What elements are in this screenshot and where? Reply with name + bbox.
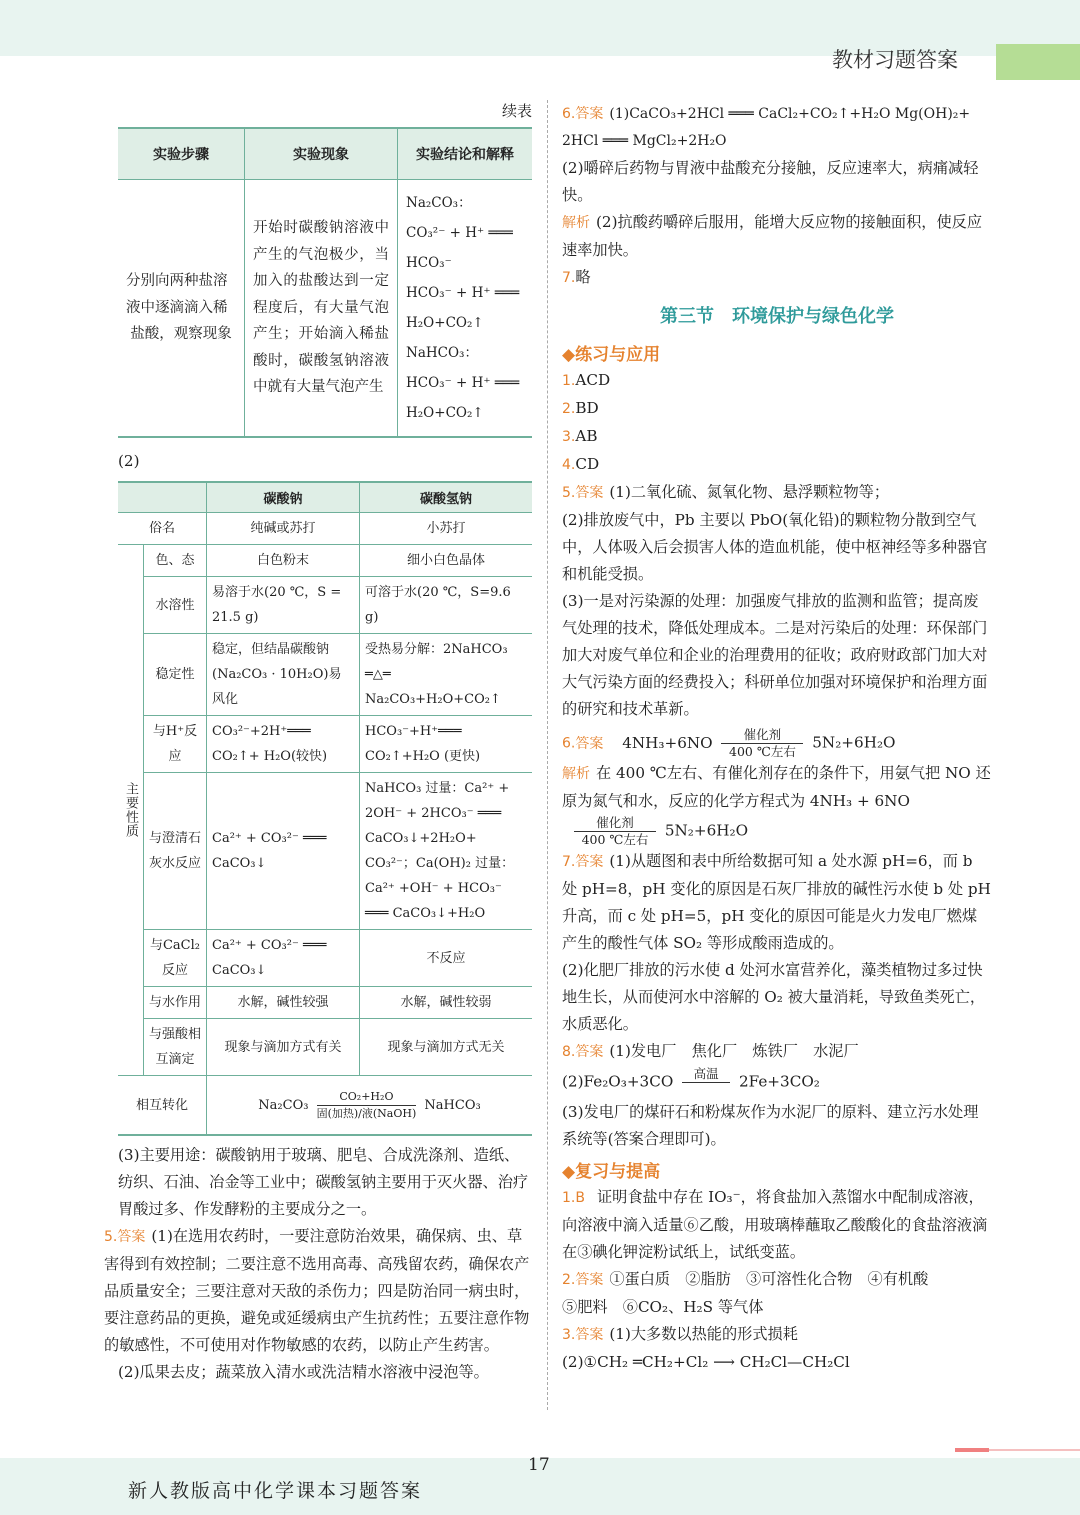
r3-number: 3. bbox=[562, 1327, 576, 1343]
header-title: 教材习题答案 bbox=[832, 48, 958, 72]
p8-text1: (1)发电厂 焦化厂 炼铁厂 水泥厂 bbox=[609, 1042, 859, 1060]
p8-line3: (3)发电厂的煤矸石和粉煤灰作为水泥厂的原料、建立污水处理系统等(答案合理即可)。 bbox=[562, 1103, 979, 1148]
cell-a: 易溶于水(20 ℃，S = 21.5 g) bbox=[207, 577, 360, 634]
r1-number: 1.B bbox=[562, 1190, 585, 1206]
r3-line2: (2)①CH₂ ═CH₂+Cl₂ ⟶ CH₂Cl—CH₂Cl bbox=[562, 1353, 850, 1371]
p8-left: (2)Fe₂O₃+3CO bbox=[562, 1072, 674, 1091]
conversion-left: Na₂CO₃ bbox=[258, 1097, 309, 1113]
q6-eq1: (1)CaCO₃+2HCl ═══ CaCl₂+CO₂↑+H₂O Mg(OH)₂+ bbox=[609, 106, 971, 122]
row-name: 俗名 bbox=[118, 513, 207, 545]
item-text: AB bbox=[575, 427, 598, 445]
page-number: 17 bbox=[528, 1455, 550, 1475]
q6-analysis bbox=[562, 209, 992, 264]
analysis-label: 解析 bbox=[562, 215, 590, 231]
p6-analysis-text: 在 400 ℃左右、有催化剂存在的条件下，用氨气把 NO 还原为氮气和水，反应的化学方程式为 4NH₃ + 6NO bbox=[562, 764, 991, 810]
section-title: 第三节 环境保护与绿色化学 bbox=[660, 306, 894, 327]
item-number: 1. bbox=[562, 373, 576, 389]
q6-line3: (2)嚼碎后药物与胃液中盐酸充分接触，反应速率大，病痛减轻快。 bbox=[562, 159, 979, 204]
r3-text1: (1)大多数以热能的形式损耗 bbox=[609, 1325, 798, 1343]
footer-accent-line bbox=[989, 1449, 1080, 1451]
comparison-table bbox=[118, 481, 532, 1136]
p6-catalyst: 催化剂 bbox=[721, 727, 803, 744]
answer-label: 答案 bbox=[575, 735, 604, 752]
item-text: BD bbox=[575, 399, 599, 417]
cell-b: 水解，碱性较弱 bbox=[360, 987, 533, 1019]
conversion-cell bbox=[207, 1076, 533, 1136]
conclusion-line: CO₃²⁻ + H⁺ ═══ HCO₃⁻ bbox=[406, 225, 513, 271]
row-name: 水溶性 bbox=[144, 577, 207, 634]
q6-line1 bbox=[562, 100, 992, 128]
cell-b: 现象与滴加方式无关 bbox=[360, 1019, 533, 1076]
part3-text: (3)主要用途：碳酸钠用于玻璃、肥皂、合成洗涤剂、造纸、纺织、石油、冶金等工业中；碳酸氢钠主要用于灭火器、治疗胃酸过多、作发酵粉的主要成分之一。 bbox=[118, 1146, 529, 1218]
answer-label: 答案 bbox=[575, 485, 604, 501]
cell-a: 水解，碱性较强 bbox=[207, 987, 360, 1019]
p6-line bbox=[562, 727, 992, 760]
item-number: 3. bbox=[562, 429, 576, 445]
q5-line bbox=[104, 1223, 532, 1359]
conversion-bottom: 固(加热)/液(NaOH) bbox=[316, 1106, 417, 1120]
answer-label: 答案 bbox=[575, 1044, 604, 1060]
r1-text: 证明食盐中存在 IO₃⁻，将食盐加入蒸馏水中配制成溶液，向溶液中滴入适量⑥乙酸，用玻璃棒蘸取乙酸酸化的食盐溶液滴在③碘化钾淀粉试纸上，试纸变蓝。 bbox=[562, 1188, 988, 1261]
answer-label: 答案 bbox=[575, 1327, 604, 1343]
cell-a: 纯碱或苏打 bbox=[207, 513, 360, 545]
step-cell: 分别向两种盐溶液中逐滴滴入稀盐酸，观察现象 bbox=[126, 273, 232, 343]
cell-b: 受热易分解：2NaHCO₃ ═△═ Na₂CO₃+H₂O+CO₂↑ bbox=[360, 634, 533, 716]
cell-a: 稳定，但结晶碳酸钠(Na₂CO₃ · 10H₂O)易风化 bbox=[207, 634, 360, 716]
q6-number: 6. bbox=[562, 106, 576, 122]
cell-b: 小苏打 bbox=[360, 513, 533, 545]
q5-number: 5. bbox=[104, 1229, 118, 1245]
p5-line2: (2)排放废气中，Pb 主要以 PbO(氧化铅)的颗粒物分散到空气中，人体吸入后会损害人体的造血机能，使中枢神经等多种器官和机能受损。 bbox=[562, 511, 988, 583]
r1-line bbox=[562, 1184, 992, 1266]
p8-right: 2Fe+3CO₂ bbox=[738, 1072, 820, 1091]
cell-a: CO₃²⁻+2H⁺═══ CO₂↑+ H₂O(较快) bbox=[207, 716, 360, 773]
conversion-arrow bbox=[317, 1089, 417, 1122]
list-item bbox=[562, 395, 992, 423]
group-label: 主要性质 bbox=[123, 782, 138, 838]
conversion-top: CO₂+H₂O bbox=[317, 1089, 417, 1106]
row-name: 与H⁺反应 bbox=[144, 716, 207, 773]
p6-analysis-arrow bbox=[574, 815, 656, 848]
r2-number: 2. bbox=[562, 1272, 576, 1288]
item-text: CD bbox=[575, 455, 600, 473]
r2-text1: ①蛋白质 ②脂肪 ③可溶性化合物 ④有机酸 bbox=[609, 1270, 929, 1288]
cell-b: HCO₃⁻+H⁺═══ CO₂↑+H₂O (更快) bbox=[360, 716, 533, 773]
th-empty bbox=[118, 482, 207, 513]
row-name: 稳定性 bbox=[144, 634, 207, 716]
row-name: 与强酸相互滴定 bbox=[144, 1019, 207, 1076]
r3-line1 bbox=[562, 1321, 992, 1349]
p8-arrow bbox=[682, 1066, 730, 1099]
answer-label: 答案 bbox=[575, 854, 604, 870]
group-label-cell bbox=[118, 545, 144, 1076]
analysis-label: 解析 bbox=[562, 766, 590, 782]
cell-a: Ca²⁺ + CO₃²⁻ ═══ CaCO₃↓ bbox=[207, 773, 360, 930]
p6-analysis-right: 5N₂+6H₂O bbox=[664, 821, 749, 840]
item-number: 2. bbox=[562, 401, 576, 417]
item-text: ACD bbox=[575, 371, 611, 389]
r2-line2: ⑤肥料 ⑥CO₂、H₂S 等气体 bbox=[562, 1298, 764, 1316]
th-sodium-bicarbonate: 碳酸氢钠 bbox=[360, 482, 533, 513]
header-accent bbox=[996, 44, 1080, 80]
row-name: 色、态 bbox=[144, 545, 207, 577]
q7-line bbox=[562, 264, 992, 292]
cell-a: 白色粉末 bbox=[207, 545, 360, 577]
q6-analysis-text: (2)抗酸药嚼碎后服用，能增大反应物的接触面积，使反应速率加快。 bbox=[562, 213, 983, 259]
p6-condition: 400 ℃左右 bbox=[729, 744, 796, 759]
part2-label: (2) bbox=[118, 452, 140, 470]
column-divider bbox=[547, 100, 548, 1410]
p7-text1: (1)从题图和表中所给数据可知 a 处水源 pH=6，而 b 处 pH=8，pH 变化的原因是石灰厂排放的碱性污水使 b 处 pH 升高，而 c 处 pH=5，pH 变化的原因可能是火力发电厂燃煤产生的酸性气体 SO₂ 等形成酸雨造成的。 bbox=[562, 852, 991, 952]
answer-label: 答案 bbox=[117, 1229, 146, 1245]
q5-text2: (2)瓜果去皮；蔬菜放入清水或洗洁精水溶液中浸泡等。 bbox=[118, 1363, 489, 1381]
phenomenon-cell: 开始时碳酸钠溶液中产生的气泡极少，当加入的盐酸达到一定程度后，有大量气泡产生；开始滴入稀盐酸时，碳酸氢钠溶液中就有大量气泡产生 bbox=[245, 180, 398, 438]
conclusion-line: NaHCO₃： bbox=[406, 345, 478, 361]
p8-number: 8. bbox=[562, 1044, 576, 1060]
continued-label: 续表 bbox=[501, 102, 532, 120]
th-step: 实验步骤 bbox=[118, 128, 245, 180]
p6-left: 4NH₃+6NO bbox=[622, 733, 713, 752]
p6-right: 5N₂+6H₂O bbox=[812, 733, 896, 752]
q5-text: (1)在选用农药时，一要注意防治效果，确保病、虫、草害得到有效控制；二要注意不选用高毒、高残留农药，确保农产品质量安全；三要注意对天敌的杀伤力；四是防治同一病虫时，要注意药品的更换，避免或延缓病虫产生抗药性；五要注意作物的敏感性，不可使用对作物敏感的农药，以防止产生药害。 bbox=[104, 1227, 530, 1354]
p5-text1: (1)二氧化硫、氮氧化物、悬浮颗粒物等； bbox=[609, 483, 890, 501]
p6-arrow bbox=[721, 727, 803, 760]
p7-line1 bbox=[562, 848, 992, 957]
review-subtitle: ◆复习与提高 bbox=[562, 1162, 661, 1182]
cell-a: 现象与滴加方式有关 bbox=[207, 1019, 360, 1076]
p5-line3: (3)一是对污染源的处理：加强废气排放的监测和监管；提高废气处理的技术，降低处理成本。二是对污染后的处理：环保部门加大对废气单位和企业的治理费用的征收；政府财政部门加大对大气污染方面的经费投入；科研单位加强对环境保护和治理方面的研究和技术革新。 bbox=[562, 592, 988, 718]
answer-label: 答案 bbox=[575, 1272, 604, 1288]
cell-a: Ca²⁺ + CO₃²⁻ ═══ CaCO₃↓ bbox=[207, 930, 360, 987]
cell-b: 细小白色晶体 bbox=[360, 545, 533, 577]
row-name: 与水作用 bbox=[144, 987, 207, 1019]
th-conclusion: 实验结论和解释 bbox=[398, 128, 533, 180]
footer-accent-mark bbox=[955, 1448, 989, 1452]
cell-b: 不反应 bbox=[360, 930, 533, 987]
p8-line2 bbox=[562, 1066, 992, 1099]
conversion-right: NaHCO₃ bbox=[424, 1097, 481, 1113]
answer-label: 答案 bbox=[575, 106, 604, 122]
list-item bbox=[562, 423, 992, 451]
conclusion-cell bbox=[398, 180, 533, 438]
conclusion-line: Na₂CO₃： bbox=[406, 195, 472, 211]
th-phenomenon: 实验现象 bbox=[245, 128, 398, 180]
experiment-table bbox=[118, 127, 532, 438]
p8-line1 bbox=[562, 1038, 992, 1066]
row-name: 与澄清石灰水反应 bbox=[144, 773, 207, 930]
conversion-label: 相互转化 bbox=[118, 1076, 207, 1136]
cell-b: NaHCO₃ 过量：Ca²⁺ + 2OH⁻ + 2HCO₃⁻ ═══ CaCO₃↓+2H₂O+ CO₃²⁻；Ca(OH)₂ 过量：Ca²⁺ +OH⁻ + HCO₃⁻ ═══ CaCO₃↓+H₂O bbox=[360, 773, 533, 930]
q7-number: 7. bbox=[562, 270, 576, 286]
left-column bbox=[104, 100, 532, 1386]
p7-line2: (2)化肥厂排放的污水使 d 处河水富营养化，藻类植物过多过快地生长，从而使河水中溶解的 O₂ 被大量消耗，导致鱼类死亡，水质恶化。 bbox=[562, 961, 986, 1033]
p6-catalyst: 催化剂 bbox=[574, 815, 656, 832]
th-sodium-carbonate: 碳酸钠 bbox=[207, 482, 360, 513]
right-column bbox=[562, 100, 992, 1376]
p7-number: 7. bbox=[562, 854, 576, 870]
p5-line1 bbox=[562, 479, 992, 507]
p6-analysis bbox=[562, 760, 992, 815]
r2-line1 bbox=[562, 1266, 992, 1294]
p6-condition: 400 ℃左右 bbox=[581, 832, 649, 847]
q7-text: 略 bbox=[575, 268, 591, 286]
list-item bbox=[562, 451, 992, 479]
p8-condition: 高温 bbox=[682, 1066, 730, 1083]
practice-subtitle: ◆练习与应用 bbox=[562, 345, 661, 365]
p6-number: 6. bbox=[562, 735, 576, 752]
conclusion-line: HCO₃⁻ + H⁺ ═══ H₂O+CO₂↑ bbox=[406, 375, 520, 421]
conclusion-line: HCO₃⁻ + H⁺ ═══ H₂O+CO₂↑ bbox=[406, 285, 520, 331]
p6-analysis-eq bbox=[562, 815, 992, 848]
q6-line2: 2HCl ═══ MgCl₂+2H₂O bbox=[562, 133, 727, 149]
list-item bbox=[562, 367, 992, 395]
footer-title: 新人教版高中化学课本习题答案 bbox=[128, 1480, 423, 1502]
p5-number: 5. bbox=[562, 485, 576, 501]
cell-b: 可溶于水(20 ℃，S=9.6 g) bbox=[360, 577, 533, 634]
item-number: 4. bbox=[562, 457, 576, 473]
row-name: 与CaCl₂反应 bbox=[144, 930, 207, 987]
